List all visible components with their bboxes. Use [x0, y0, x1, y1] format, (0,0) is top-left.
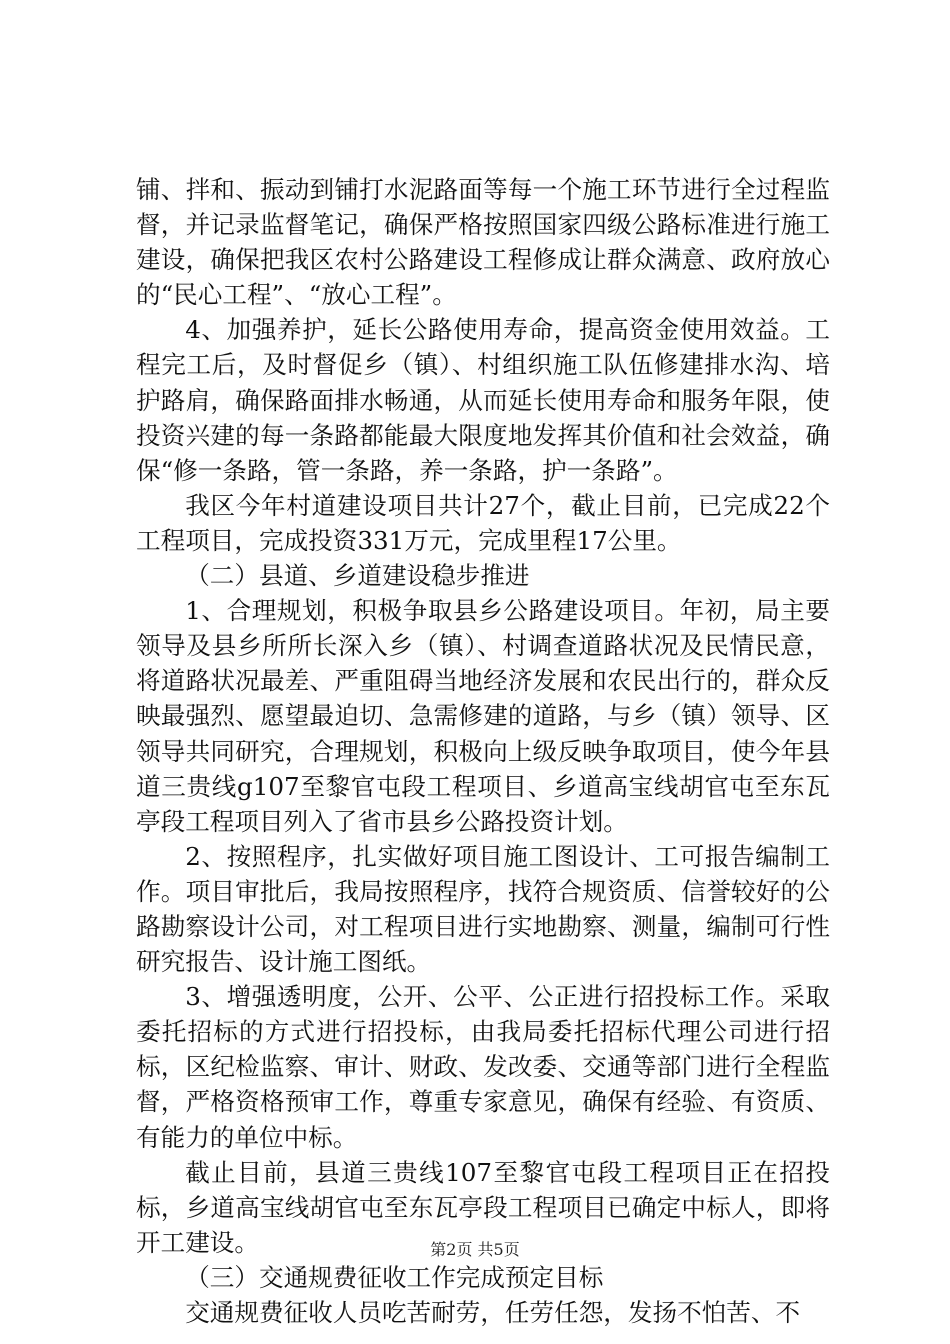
paragraph-5: 2、按照程序，扎实做好项目施工图设计、工可报告编制工作。项目审批后，我局按照程序，找符合规资质、信誉较好的公路勘察设计公司，对工程项目进行实地勘察、测量，编制可行性研究报告、设计施工图纸。	[136, 841, 830, 977]
section-heading-2: （二）县道、乡道建设稳步推进	[185, 561, 530, 591]
paragraph-7: 截止目前，县道三贵线107至黎官屯段工程项目正在招投标，乡道高宝线胡官屯至东瓦亭段工程项目已确定中标人，即将开工建设。	[136, 1157, 830, 1257]
paragraph-3: 我区今年村道建设项目共计27个，截止目前，已完成22个工程项目，完成投资331万元，完成里程17公里。	[136, 490, 830, 555]
page-footer	[0, 1240, 950, 1260]
paragraph-4: 1、合理规划，积极争取县乡公路建设项目。年初，局主要领导及县乡所所长深入乡（镇）、村调查道路状况及民情民意，将道路状况最差、严重阻碍当地经济发展和农民出行的，群众反映最强烈、愿望最迫切、急需修建的道路，与乡（镇）领导、区领导共同研究，合理规划，积极向上级反映争取项目，使今年县道三贵线g107至黎官屯段工程项目、乡道高宝线胡官屯至东瓦亭段工程项目列入了省市县乡公路投资计划。	[136, 596, 830, 836]
section-heading-3: （三）交通规费征收工作完成预定目标	[185, 1262, 604, 1292]
page-number: 第2页 共5页	[430, 1240, 520, 1259]
paragraph-1: 铺、拌和、振动到铺打水泥路面等每一个施工环节进行全过程监督，并记录监督笔记，确保严格按照国家四级公路标准进行施工建设，确保把我区农村公路建设工程修成让群众满意、政府放心的“民心工程”、“放心工程”。	[136, 175, 830, 310]
paragraph-2: 4、加强养护，延长公路使用寿命，提高资金使用效益。工程完工后，及时督促乡（镇）、村组织施工队伍修建排水沟、培护路肩，确保路面排水畅通，从而延长使用寿命和服务年限，使投资兴建的每一条路都能最大限度地发挥其价值和社会效益，确保“修一条路，管一条路，养一条路，护一条路”。	[136, 315, 830, 485]
paragraph-8: 交通规费征收人员吃苦耐劳，任劳任怨，发扬不怕苦、不	[185, 1298, 801, 1327]
paragraph-6: 3、增强透明度，公开、公平、公正进行招投标工作。采取委托招标的方式进行招投标，由我局委托招标代理公司进行招标，区纪检监察、审计、财政、发改委、交通等部门进行全程监督，严格资格预审工作，尊重专家意见，确保有经验、有资质、有能力的单位中标。	[136, 982, 830, 1152]
document-body	[136, 172, 830, 1330]
